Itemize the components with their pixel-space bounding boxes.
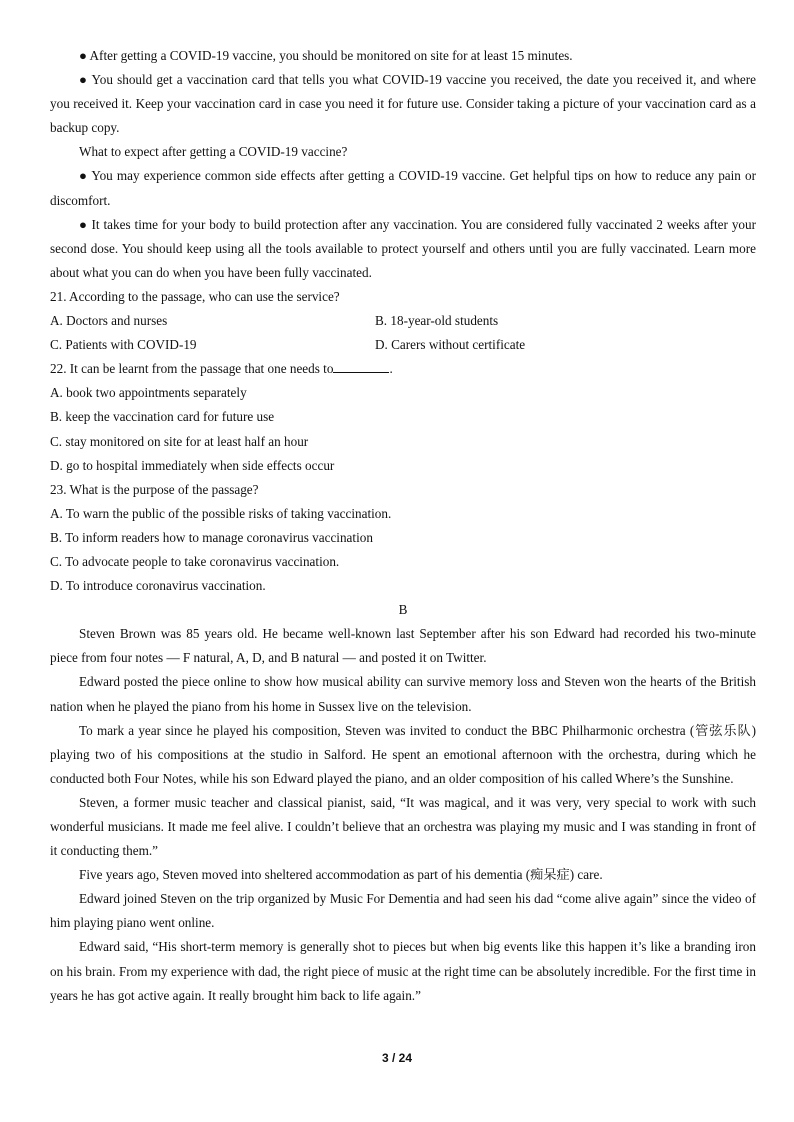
section-b-heading: B [398,602,408,618]
option-c: C. Patients with COVID-19 [50,337,197,353]
passage-b-paragraph: Edward posted the piece online to show how musical ability can survive memory loss and Steven won the hearts of the British nation when he played the piano from his home in Sussex live on the television. [50,674,756,714]
question-stem: 22. It can be learnt from the passage that one needs to [50,361,334,377]
option-c: C. stay monitored on site for at least half an hour [50,433,309,449]
passage-b-paragraph: Five years ago, Steven moved into sheltered accommodation as part of his dementia (痴呆症) care. [79,867,603,883]
answer-blank [333,358,389,373]
option-d: D. go to hospital immediately when side effects occur [50,457,335,473]
bullet-build-protection: ● It takes time for your body to build protection after any vaccination. You are considered fully vaccinated 2 weeks after your second dose. You should keep using all the tools available to protect yourself and others until you are fully vaccinated. Learn more about what you can do when you have been fully vaccinated. [50,216,756,280]
bullet-vaccination-card: ● You should get a vaccination card that tells you what COVID-19 vaccine you received, the date you received it, and where you received it. Keep your vaccination card in case you need it for future use. Consider taking a picture of your vaccination card as a backup copy. [50,72,756,136]
option-b: B. keep the vaccination card for future use [50,409,275,425]
question-stem: 23. What is the purpose of the passage? [50,481,259,497]
option-b: B. To inform readers how to manage coronavirus vaccination [50,529,373,545]
question-21 [50,285,756,357]
passage-b-paragraph: Edward said, “His short-term memory is generally shot to pieces but when big events like this happen it’s like a branding iron on his brain. From my experience with dad, the right piece of music at the right time can be absolutely incredible. For the first time in years he has got active again. It really brought him back to life again.” [50,939,756,1003]
page-content [50,44,756,1008]
passage-b-paragraph: To mark a year since he played his composition, Steven was invited to conduct the BBC Philharmonic orchestra (管弦乐队) playing two of his compositions at the studio in Salford. He spent an emotional afternoon with the orchestra, during which he conducted both Four Notes, while his son Edward played the piano, and an older composition of his called Where’s the Sunshine. [50,722,756,786]
bullet-monitored: ● After getting a COVID-19 vaccine, you should be monitored on site for at least 15 minutes. [79,48,573,63]
option-d: D. To introduce coronavirus vaccination. [50,578,266,594]
question-stem-end: . [389,361,393,377]
heading-what-to-expect: What to expect after getting a COVID-19 vaccine? [79,144,348,160]
page-number: 3 / 24 [381,1051,413,1065]
question-22 [50,357,756,477]
passage-b-paragraph: Edward joined Steven on the trip organized by Music For Dementia and had seen his dad “come alive again” since the video of him playing piano went online. [50,891,756,931]
option-a: A. To warn the public of the possible risks of taking vaccination. [50,505,392,521]
bullet-side-effects: ● You may experience common side effects after getting a COVID-19 vaccine. Get helpful tips on how to reduce any pain or discomfort. [50,168,756,208]
question-stem-row [50,357,756,381]
option-b: B. 18-year-old students [375,313,499,329]
option-a: A. Doctors and nurses [50,313,168,329]
passage-b-paragraph: Steven, a former music teacher and classical pianist, said, “It was magical, and it was very, very special to work with such wonderful musicians. It made me feel alive. I couldn’t believe that an orchestra was playing my music and I was standing in front of it conducting them.” [50,794,756,859]
question-stem: 21. According to the passage, who can use the service? [50,288,340,304]
option-c: C. To advocate people to take coronavirus vaccination. [50,553,340,569]
option-d: D. Carers without certificate [375,337,526,353]
option-a: A. book two appointments separately [50,385,247,401]
question-options [50,309,756,357]
question-23 [50,478,756,598]
passage-b-paragraph: Steven Brown was 85 years old. He became well-known last September after his son Edward had recorded his two-minute piece from four notes — F natural, A, D, and B natural — and posted it on Twitter. [50,626,756,666]
